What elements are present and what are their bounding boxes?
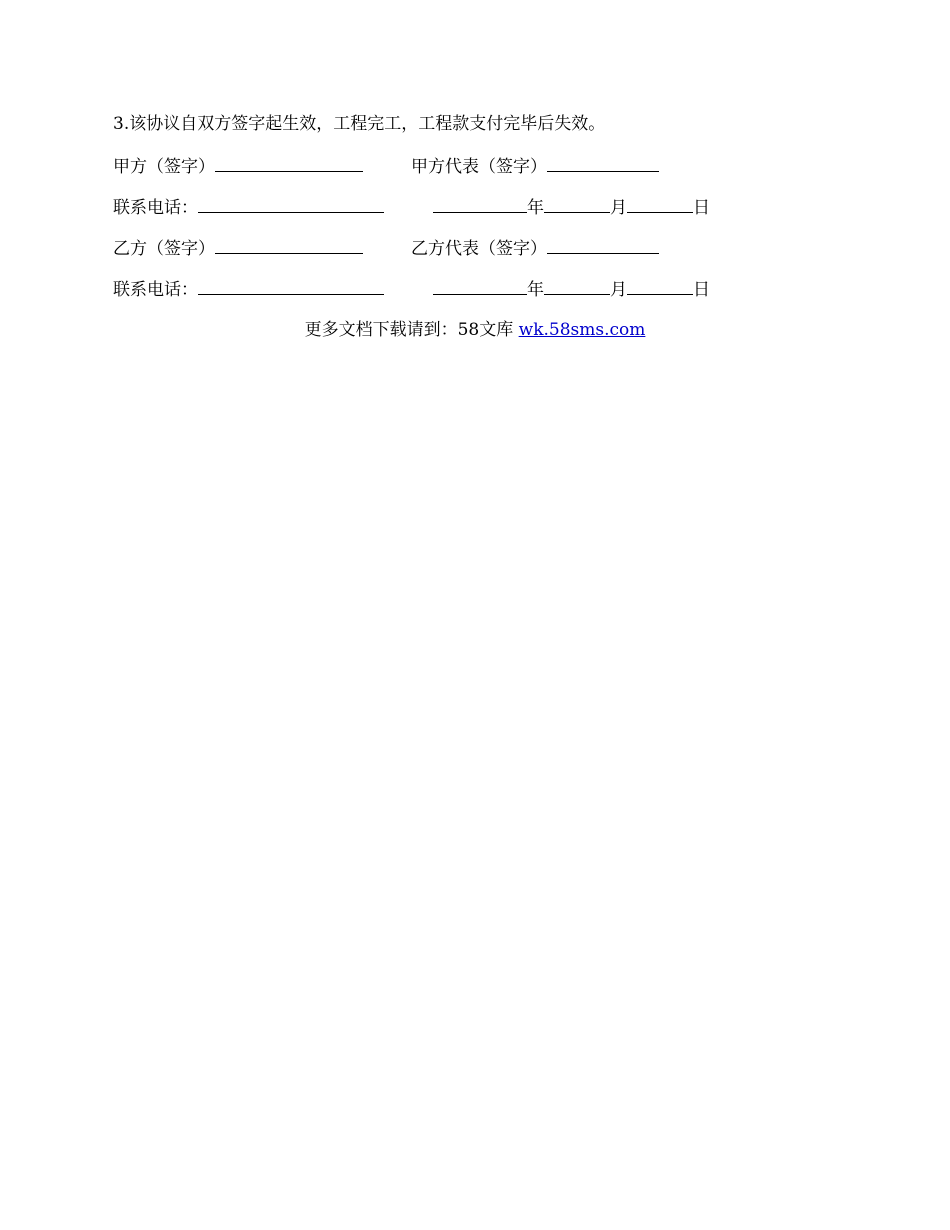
- party-a-phone-label: 联系电话：: [113, 198, 198, 218]
- party-b-phone: [113, 276, 384, 302]
- party-a-rep-label: 甲方代表（签字）: [411, 157, 547, 177]
- clause-3: [113, 112, 605, 136]
- footer-text: 更多文档下载请到：58文库: [304, 320, 519, 340]
- party-a-rep-sign: [411, 153, 659, 179]
- party-b-day-blank: [627, 276, 693, 295]
- party-b-phone-label: 联系电话：: [113, 280, 198, 300]
- footer-link[interactable]: wk.58sms.com: [518, 320, 646, 340]
- party-b-sign-blank: [215, 235, 363, 254]
- party-a-sign-label: 甲方（签字）: [113, 157, 215, 177]
- footer-note: [0, 318, 950, 342]
- party-b-date: [433, 276, 710, 302]
- party-a-phone-blank: [198, 194, 384, 213]
- party-a-rep-blank: [547, 153, 659, 172]
- party-b-rep-sign: [411, 235, 659, 261]
- party-a-month-label: 月: [610, 198, 627, 218]
- party-a-sign-blank: [215, 153, 363, 172]
- party-b-year-label: 年: [527, 280, 544, 300]
- party-b-sign-label: 乙方（签字）: [113, 239, 215, 259]
- party-a-year-blank: [433, 194, 527, 213]
- party-a-month-blank: [544, 194, 610, 213]
- party-a-year-label: 年: [527, 198, 544, 218]
- clause-3-text: 3.该协议自双方签字起生效，工程完工，工程款支付完毕后失效。: [113, 114, 606, 134]
- party-a-day-blank: [627, 194, 693, 213]
- party-b-day-label: 日: [693, 280, 710, 300]
- party-a-date: [433, 194, 710, 220]
- party-a-sign: [113, 153, 363, 179]
- party-b-rep-label: 乙方代表（签字）: [411, 239, 547, 259]
- party-b-rep-blank: [547, 235, 659, 254]
- party-a-phone: [113, 194, 384, 220]
- party-b-month-blank: [544, 276, 610, 295]
- party-a-day-label: 日: [693, 198, 710, 218]
- party-b-year-blank: [433, 276, 527, 295]
- party-b-sign: [113, 235, 363, 261]
- party-b-month-label: 月: [610, 280, 627, 300]
- party-b-phone-blank: [198, 276, 384, 295]
